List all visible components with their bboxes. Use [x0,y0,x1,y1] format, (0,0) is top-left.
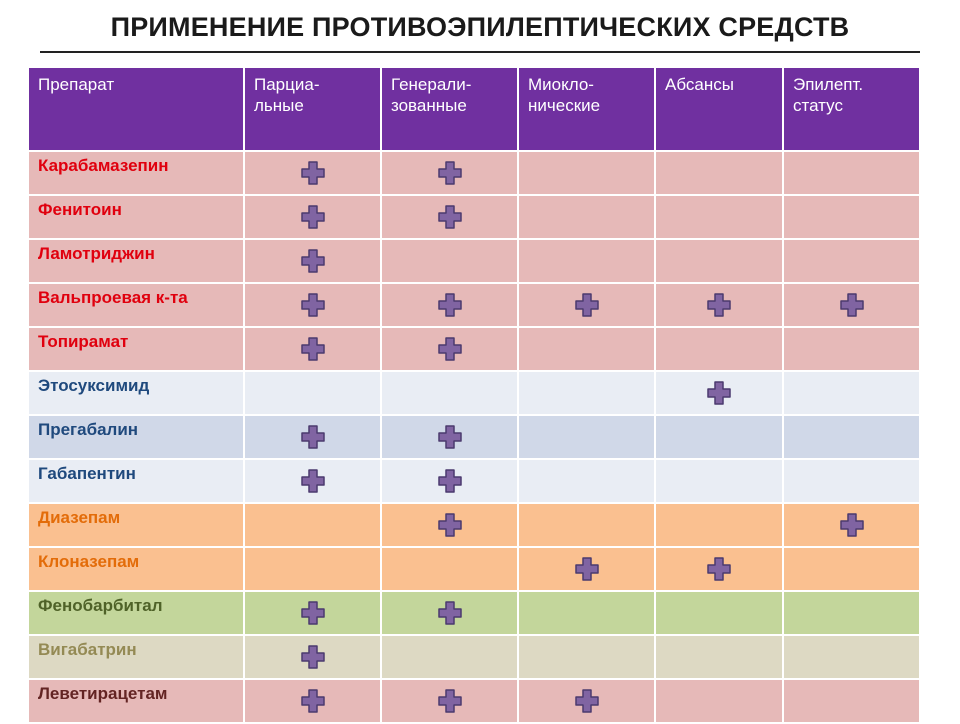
drug-name-cell: Прегабалин [28,415,244,459]
plus-icon [300,292,326,318]
indication-cell [655,195,783,239]
indication-cell [381,591,518,635]
indication-cell [244,635,381,679]
indication-cell [783,591,920,635]
table-row [28,547,920,591]
indication-cell [244,283,381,327]
indication-cell [655,679,783,723]
indication-cell [244,415,381,459]
plus-icon [574,292,600,318]
drug-name-cell: Вигабатрин [28,635,244,679]
indication-cell [381,503,518,547]
indication-cell [381,459,518,503]
indication-cell [655,547,783,591]
indication-cell [381,327,518,371]
plus-icon [300,600,326,626]
indication-cell [655,503,783,547]
drug-name-cell: Ламотриджин [28,239,244,283]
plus-icon [300,688,326,714]
indication-cell [655,283,783,327]
title-underline [40,51,920,53]
indication-cell [244,195,381,239]
table-row [28,679,920,723]
table-row [28,195,920,239]
indication-cell [518,591,655,635]
drug-name-cell: Габапентин [28,459,244,503]
indication-cell [518,503,655,547]
indication-cell [783,547,920,591]
drug-name-cell: Фенобарбитал [28,591,244,635]
drug-name-cell: Клоназепам [28,547,244,591]
drug-name-cell: Карабамазепин [28,151,244,195]
indication-cell [655,371,783,415]
indication-cell [783,415,920,459]
plus-icon [839,512,865,538]
plus-icon [300,248,326,274]
indication-cell [518,195,655,239]
plus-icon [574,688,600,714]
indication-cell [783,327,920,371]
indication-cell [381,415,518,459]
plus-icon [437,336,463,362]
table-row [28,327,920,371]
indication-cell [655,151,783,195]
indication-cell [518,151,655,195]
indication-cell [381,547,518,591]
indication-cell [381,151,518,195]
plus-icon [437,424,463,450]
plus-icon [574,556,600,582]
indication-cell [655,239,783,283]
plus-icon [437,512,463,538]
indication-cell [244,591,381,635]
table-row [28,459,920,503]
indication-cell [783,371,920,415]
plus-icon [437,292,463,318]
drug-name-cell: Топирамат [28,327,244,371]
indication-cell [655,415,783,459]
indication-cell [783,679,920,723]
indication-cell [518,239,655,283]
indication-cell [244,547,381,591]
indication-cell [518,635,655,679]
indication-cell [518,283,655,327]
plus-icon [300,336,326,362]
plus-icon [706,292,732,318]
indication-cell [518,327,655,371]
plus-icon [706,380,732,406]
indication-cell [518,679,655,723]
drug-name-cell: Фенитоин [28,195,244,239]
drug-name-cell: Этосуксимид [28,371,244,415]
indication-cell [783,195,920,239]
indication-cell [244,459,381,503]
indication-cell [655,591,783,635]
indication-cell [518,371,655,415]
header-drug: Препарат [28,67,244,151]
indication-cell [518,547,655,591]
header-myoclonic: Миокло- нические [518,67,655,151]
table-row [28,371,920,415]
plus-icon [300,424,326,450]
indication-cell [783,283,920,327]
indication-cell [244,239,381,283]
indication-cell [655,635,783,679]
table-row [28,635,920,679]
table-row [28,503,920,547]
header-generalized: Генерали- зованные [381,67,518,151]
antiepileptic-usage-table [27,66,921,724]
indication-cell [655,327,783,371]
indication-cell [518,415,655,459]
table-row [28,415,920,459]
plus-icon [437,204,463,230]
page-title: ПРИМЕНЕНИЕ ПРОТИВОЭПИЛЕПТИЧЕСКИХ СРЕДСТВ [110,12,850,42]
indication-cell [244,371,381,415]
plus-icon [437,688,463,714]
indication-cell [381,195,518,239]
indication-cell [244,679,381,723]
indication-cell [244,327,381,371]
indication-cell [381,635,518,679]
indication-cell [783,239,920,283]
table-row [28,151,920,195]
indication-cell [244,151,381,195]
indication-cell [244,503,381,547]
table-header-row [28,67,920,151]
plus-icon [300,160,326,186]
indication-cell [381,679,518,723]
indication-cell [518,459,655,503]
header-partial: Парциа- льные [244,67,381,151]
plus-icon [300,204,326,230]
drug-name-cell: Диазепам [28,503,244,547]
plus-icon [839,292,865,318]
table-row [28,283,920,327]
header-absence: Абсансы [655,67,783,151]
indication-cell [655,459,783,503]
indication-cell [381,239,518,283]
drug-name-cell: Вальпроевая к-та [28,283,244,327]
indication-cell [783,151,920,195]
indication-cell [783,459,920,503]
plus-icon [437,160,463,186]
header-status-epilepticus: Эпилепт. статус [783,67,920,151]
indication-cell [783,635,920,679]
indication-cell [381,371,518,415]
table-row [28,591,920,635]
plus-icon [300,468,326,494]
plus-icon [706,556,732,582]
plus-icon [300,644,326,670]
indication-cell [381,283,518,327]
indication-cell [783,503,920,547]
table-row [28,239,920,283]
plus-icon [437,468,463,494]
drug-name-cell: Леветирацетам [28,679,244,723]
plus-icon [437,600,463,626]
